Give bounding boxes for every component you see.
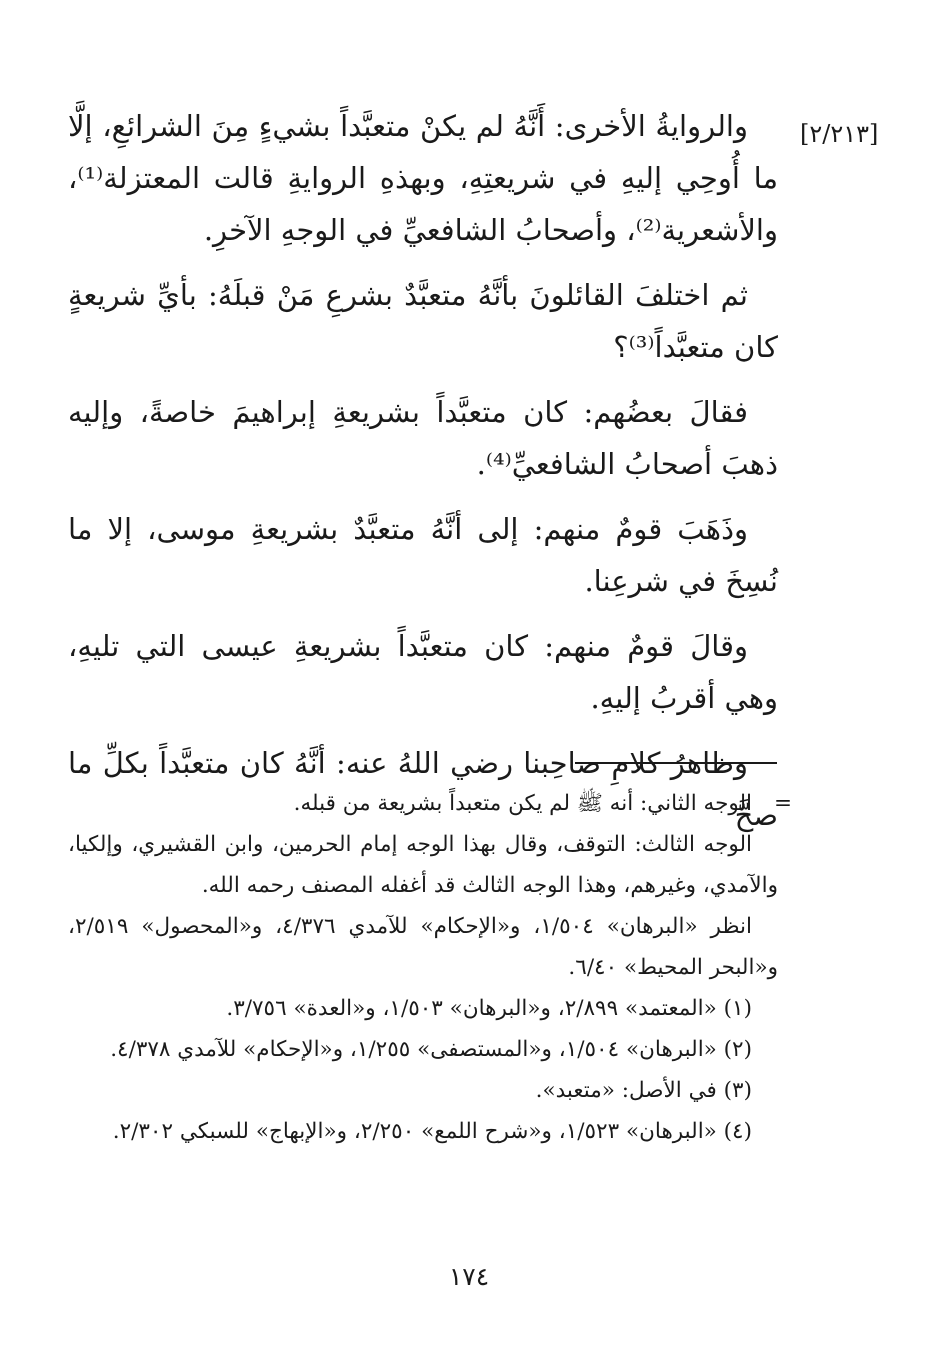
- footnote-separator: [575, 762, 777, 764]
- footnote-continuation-line: الوجه الثالث: التوقف، وقال بهذا الوجه إمام الحرمين، وابن القشيري، وإلكيا، والآمدي، وغيرهم، وهذا الوجه الثالث قد أغفله المصنف رحمه الله.: [68, 832, 778, 898]
- main-paragraph: والروايةُ الأخرى: أَنَّهُ لم يكنْ متعبَّداً بشيءٍ مِنَ الشرائعِ، إلَّا ما أُوحِي إليهِ في شريعتِهِ، وبهذهِ الروايةِ قالت المعتزلة⁽¹⁾، والأشعرية⁽²⁾، وأصحابُ الشافعيِّ في الوجهِ الآخرِ.: [68, 109, 778, 247]
- main-paragraph: وقالَ قومٌ منهم: كان متعبَّداً بشريعةِ عيسى التي تليهِ، وهي أقربُ إليهِ.: [68, 629, 778, 715]
- main-paragraph: وذَهَبَ قومٌ منهم: إلى أنَّهُ متعبَّدٌ بشريعةِ موسى، إلا ما نُسِخَ في شرعِنا.: [68, 512, 778, 598]
- footnotes-section: [68, 783, 792, 1152]
- footnote-continuation-text: الوجه الثاني: أنه ﷺ لم يكن متعبداً بشريعة من قبله.: [293, 791, 752, 816]
- main-paragraph: وظاهرُ كلامِ صاحِبنا رضي اللهُ عنه: أنَّهُ كان متعبَّداً بكلِّ ما صحَّ: [68, 746, 778, 832]
- main-paragraph: فقالَ بعضُهم: كان متعبَّداً بشريعةِ إبراهيمَ خاصةً، وإليه ذهبَ أصحابُ الشافعيِّ⁽⁴⁾.: [68, 395, 778, 481]
- footnote-continuation-line: [68, 783, 792, 824]
- footnote-item: (٢) «البرهان» ١/٥٠٤، و«المستصفى» ١/٢٥٥، و«الإحكام» للآمدي ٤/٣٧٨.: [110, 1037, 752, 1062]
- footnote-continuation-line: انظر «البرهان» ١/٥٠٤، و«الإحكام» للآمدي ٤/٣٧٦، و«المحصول» ٢/٥١٩، و«البحر المحيط» ٦/٤٠.: [68, 914, 778, 980]
- footnote-item: (١) «المعتمد» ٢/٨٩٩، و«البرهان» ١/٥٠٣، و«العدة» ٣/٧٥٦.: [226, 996, 752, 1021]
- footnote-item: (٤) «البرهان» ١/٥٢٣، و«شرح اللمع» ٢/٢٥٠، و«الإبهاج» للسبكي ٢/٣٠٢.: [112, 1119, 752, 1144]
- page-number: ١٧٤: [448, 1262, 490, 1291]
- main-paragraph: ثم اختلفَ القائلونَ بأنَّهُ متعبَّدٌ بشرعِ مَنْ قبلَهُ: بأيِّ شريعةٍ كان متعبَّداً⁽³⁾؟: [68, 278, 778, 364]
- main-text-body: [68, 100, 778, 854]
- continuation-mark: =: [773, 791, 792, 816]
- page-reference-marker: [٢/٢١٣]: [800, 120, 879, 148]
- footnote-item: (٣) في الأصل: «متعبد».: [535, 1078, 752, 1103]
